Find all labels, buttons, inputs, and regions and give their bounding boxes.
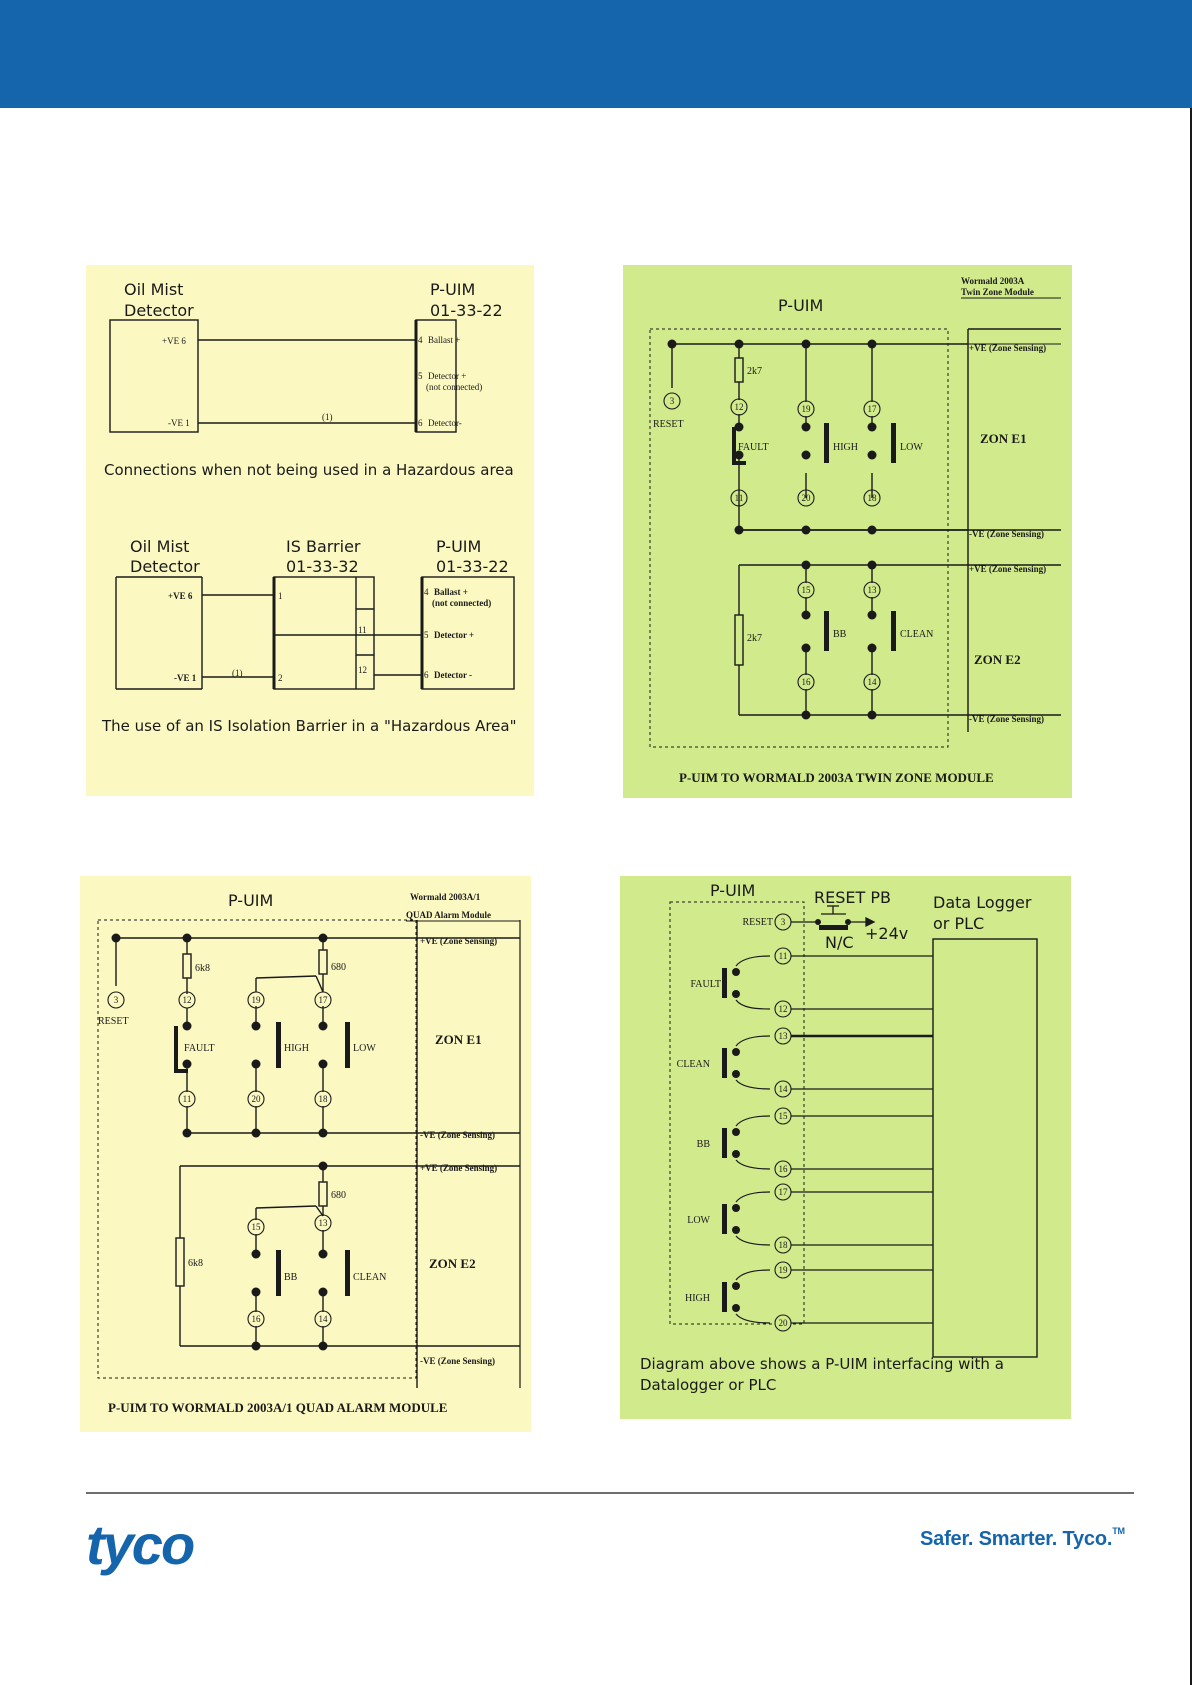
svg-text:11: 11: [358, 625, 367, 635]
svg-text:11: 11: [778, 951, 788, 961]
svg-text:2: 2: [278, 673, 283, 683]
svg-text:19: 19: [801, 404, 811, 414]
svg-text:6k8: 6k8: [188, 1258, 203, 1269]
svg-text:11: 11: [734, 493, 744, 503]
caption-line-1: Diagram above shows a P-UIM interfacing with a: [640, 1355, 1004, 1373]
svg-text:13: 13: [318, 1218, 328, 1228]
svg-text:FAULT: FAULT: [690, 979, 721, 990]
svg-text:+VE (Zone Sensing): +VE (Zone Sensing): [420, 1163, 498, 1173]
svg-text:16: 16: [778, 1164, 788, 1174]
reset-label: RESET: [653, 419, 684, 430]
zone-2-label: ZON E2: [429, 1256, 476, 1271]
svg-text:18: 18: [778, 1240, 788, 1250]
panel-datalogger-interface: [620, 876, 1071, 1419]
detector-title-1: Oil Mist: [124, 280, 184, 299]
svg-text:19: 19: [251, 995, 261, 1005]
panel-caption: P-UIM TO WORMALD 2003A/1 QUAD ALARM MODULE: [108, 1400, 448, 1415]
zone-2-label: ZON E2: [974, 652, 1021, 667]
svg-text:Wormald 2003A: Wormald 2003A: [961, 276, 1025, 286]
svg-text:LOW: LOW: [353, 1043, 376, 1054]
svg-text:HIGH: HIGH: [284, 1043, 309, 1054]
cable-mark-2: (1): [232, 668, 243, 678]
puim-title-1: P-UIM: [430, 280, 476, 299]
svg-text:Wormald 2003A/1: Wormald 2003A/1: [410, 892, 481, 902]
detector-title-1b: Detector: [124, 301, 194, 320]
logger-title-b: or PLC: [933, 914, 985, 933]
reset-label: RESET: [742, 917, 773, 928]
svg-text:4: 4: [418, 335, 423, 345]
pin-pos-2: +VE 6: [168, 591, 193, 601]
svg-text:5: 5: [418, 371, 423, 381]
svg-text:CLEAN: CLEAN: [900, 629, 934, 640]
puim-code-2: 01-33-22: [436, 557, 509, 576]
svg-text:LOW: LOW: [900, 442, 923, 453]
svg-text:Detector -: Detector -: [434, 670, 473, 680]
detector-title-2b: Detector: [130, 557, 200, 576]
svg-text:12: 12: [778, 1004, 788, 1014]
tagline: [920, 1528, 1125, 1551]
svg-text:13: 13: [867, 585, 877, 595]
svg-text:680: 680: [331, 962, 346, 973]
svg-text:18: 18: [867, 493, 877, 503]
svg-text:6: 6: [424, 670, 429, 680]
puim-title-2: P-UIM: [436, 537, 482, 556]
footer-divider: [86, 1492, 1134, 1494]
svg-text:BB: BB: [833, 629, 847, 640]
svg-text:FAULT: FAULT: [184, 1043, 215, 1054]
svg-text:16: 16: [801, 677, 811, 687]
svg-text:19: 19: [778, 1265, 788, 1275]
pin-neg-2: -VE 1: [174, 673, 197, 683]
svg-text:(not connected): (not connected): [432, 598, 492, 608]
reset-pb-label: RESET PB: [814, 888, 891, 907]
svg-text:CLEAN: CLEAN: [676, 1059, 710, 1070]
svg-text:17: 17: [318, 995, 328, 1005]
svg-text:Twin Zone Module: Twin Zone Module: [961, 287, 1034, 297]
svg-text:BB: BB: [284, 1272, 298, 1283]
unit-title: P-UIM: [710, 881, 756, 900]
cable-mark-1: (1): [322, 412, 333, 422]
svg-text:-VE (Zone Sensing): -VE (Zone Sensing): [969, 529, 1045, 539]
svg-text:(not connected): (not connected): [426, 382, 483, 392]
svg-text:13: 13: [778, 1031, 788, 1041]
panel-caption: P-UIM TO WORMALD 2003A TWIN ZONE MODULE: [679, 770, 994, 785]
svg-text:-VE (Zone Sensing): -VE (Zone Sensing): [420, 1130, 496, 1140]
svg-text:14: 14: [867, 677, 877, 687]
svg-text:12: 12: [734, 402, 744, 412]
svg-text:16: 16: [251, 1314, 261, 1324]
svg-text:6: 6: [418, 418, 423, 428]
reset-label: RESET: [98, 1016, 129, 1027]
svg-text:1: 1: [278, 591, 283, 601]
svg-text:+VE (Zone Sensing): +VE (Zone Sensing): [420, 936, 498, 946]
logger-title: Data Logger: [933, 893, 1032, 912]
svg-text:3: 3: [113, 995, 119, 1005]
svg-text:3: 3: [780, 917, 786, 927]
svg-text:5: 5: [424, 630, 429, 640]
panel-hazardous-area-wiring: [86, 265, 534, 796]
supply-label: +24v: [865, 924, 909, 943]
nc-label: N/C: [825, 933, 854, 952]
svg-text:15: 15: [801, 585, 811, 595]
logo-wordmark: tyco: [86, 1513, 194, 1576]
tyco-logo: [84, 1512, 264, 1584]
trademark-mark: TM: [1112, 1526, 1125, 1536]
svg-text:QUAD Alarm Module: QUAD Alarm Module: [406, 910, 491, 920]
svg-text:20: 20: [251, 1094, 261, 1104]
caption-bottom: The use of an IS Isolation Barrier in a "Hazardous Area": [102, 717, 517, 735]
svg-text:3: 3: [669, 396, 675, 406]
svg-text:17: 17: [778, 1187, 788, 1197]
svg-text:+VE (Zone Sensing): +VE (Zone Sensing): [969, 343, 1047, 353]
svg-text:20: 20: [778, 1318, 788, 1328]
svg-text:15: 15: [251, 1222, 261, 1232]
panel-background: [620, 876, 1071, 1419]
svg-text:20: 20: [801, 493, 811, 503]
tagline-text: Safer. Smarter. Tyco.: [920, 1528, 1113, 1550]
header-band: [0, 0, 1192, 108]
svg-text:-VE (Zone Sensing): -VE (Zone Sensing): [969, 714, 1045, 724]
panel-background: [80, 876, 531, 1432]
zone-1-label: ZON E1: [980, 431, 1027, 446]
unit-title: P-UIM: [778, 296, 824, 315]
svg-text:17: 17: [867, 404, 877, 414]
svg-text:14: 14: [318, 1314, 328, 1324]
zone-1-label: ZON E1: [435, 1032, 482, 1047]
svg-text:15: 15: [778, 1111, 788, 1121]
svg-text:BB: BB: [696, 1139, 710, 1150]
detector-title-2: Oil Mist: [130, 537, 190, 556]
svg-text:6k8: 6k8: [195, 963, 210, 974]
svg-text:FAULT: FAULT: [738, 442, 769, 453]
barrier-title: IS Barrier: [286, 537, 361, 556]
svg-text:12: 12: [182, 995, 192, 1005]
svg-text:HIGH: HIGH: [685, 1293, 710, 1304]
svg-text:4: 4: [424, 587, 429, 597]
unit-title: P-UIM: [228, 891, 274, 910]
svg-text:2k7: 2k7: [747, 366, 762, 377]
svg-text:LOW: LOW: [687, 1215, 710, 1226]
puim-code-1: 01-33-22: [430, 301, 503, 320]
barrier-code: 01-33-32: [286, 557, 359, 576]
svg-text:Ballast +: Ballast +: [428, 335, 461, 345]
svg-text:680: 680: [331, 1190, 346, 1201]
svg-text:+VE (Zone Sensing): +VE (Zone Sensing): [969, 564, 1047, 574]
caption-top: Connections when not being used in a Hazardous area: [104, 461, 514, 479]
svg-text:12: 12: [358, 665, 367, 675]
panel-twin-zone-module: [623, 265, 1072, 798]
pin-pos-1: +VE 6: [162, 336, 186, 346]
svg-text:Detector +: Detector +: [434, 630, 475, 640]
panel-quad-alarm-module: [80, 876, 531, 1432]
svg-text:Ballast +: Ballast +: [434, 587, 468, 597]
svg-text:CLEAN: CLEAN: [353, 1272, 387, 1283]
caption-line-2: Datalogger or PLC: [640, 1376, 777, 1394]
svg-text:Detector +: Detector +: [428, 371, 467, 381]
svg-text:Detector-: Detector-: [428, 418, 462, 428]
pin-neg-1: -VE 1: [168, 418, 190, 428]
svg-text:11: 11: [182, 1094, 192, 1104]
svg-text:14: 14: [778, 1084, 788, 1094]
svg-text:18: 18: [318, 1094, 328, 1104]
svg-text:-VE (Zone Sensing): -VE (Zone Sensing): [420, 1356, 496, 1366]
svg-text:2k7: 2k7: [747, 633, 762, 644]
svg-text:HIGH: HIGH: [833, 442, 858, 453]
